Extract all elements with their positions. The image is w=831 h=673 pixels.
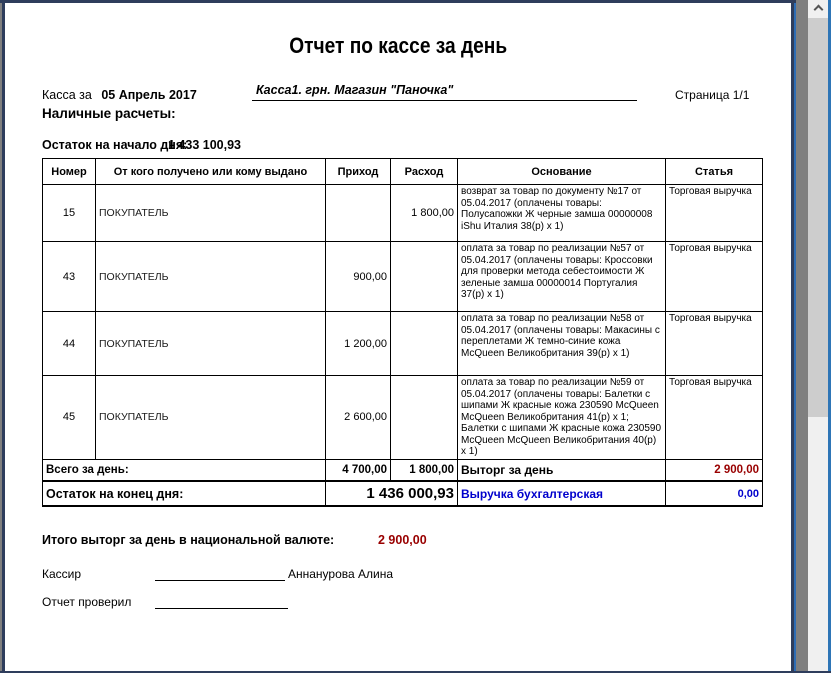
cell-expense bbox=[391, 242, 458, 312]
cash-date-label: Касса за bbox=[42, 88, 92, 102]
accounting-revenue-value: 0,00 bbox=[666, 481, 763, 506]
cell-counterparty: ПОКУПАТЕЛЬ bbox=[96, 185, 326, 242]
table-row bbox=[43, 376, 763, 460]
cell-expense: 1 800,00 bbox=[391, 185, 458, 242]
cell-income: 900,00 bbox=[326, 242, 391, 312]
cell-basis: оплата за товар по реализации №59 от 05.04.2017 (оплачены товары: Балетки с шипами Ж красные кожа 230590 McQueen McQueen Великобритания 41(р) х 1; Балетки с шипами Ж красные кожа 230590 McQueen McQueen Великобритания 40(р) х 1) bbox=[458, 376, 666, 460]
day-total-label: Итого выторг за день в национальной валюте: bbox=[42, 533, 335, 547]
table-row bbox=[43, 242, 763, 312]
totals-income: 4 700,00 bbox=[326, 459, 391, 481]
window-top-edge bbox=[0, 0, 796, 3]
cell-income: 2 600,00 bbox=[326, 376, 391, 460]
closing-balance-row bbox=[43, 481, 763, 506]
day-total-value: 2 900,00 bbox=[378, 533, 427, 547]
col-header-income: Приход bbox=[326, 159, 391, 185]
page-number: Страница 1/1 bbox=[675, 88, 750, 102]
cash-operations-table bbox=[42, 158, 763, 507]
table-row bbox=[43, 185, 763, 242]
checker-signature-line bbox=[155, 596, 288, 609]
cell-basis: возврат за товар по документу №17 от 05.04.2017 (оплачены товары: Полусапожки Ж черные замша 00000008 iShu Италия 38(р) х 1) bbox=[458, 185, 666, 242]
cashier-label: Кассир bbox=[42, 567, 82, 581]
cell-counterparty: ПОКУПАТЕЛЬ bbox=[96, 376, 326, 460]
cell-expense bbox=[391, 312, 458, 376]
col-header-article: Статья bbox=[666, 159, 763, 185]
table-header-row bbox=[43, 159, 763, 185]
cell-article: Торговая выручка bbox=[666, 312, 763, 376]
cell-basis: оплата за товар по реализации №58 от 05.04.2017 (оплачены товары: Макасины с переплетами Ж темно-синие кожа McQueen Великобритания 39(р) х 1) bbox=[458, 312, 666, 376]
window-left-edge bbox=[0, 0, 2, 673]
totals-expense: 1 800,00 bbox=[391, 459, 458, 481]
cell-number: 15 bbox=[43, 185, 96, 242]
accounting-revenue-label: Выручка бухгалтерская bbox=[458, 481, 666, 506]
scroll-up-button[interactable] bbox=[808, 0, 828, 17]
revenue-label: Выторг за день bbox=[458, 459, 666, 481]
scrollbar-thumb[interactable] bbox=[808, 18, 828, 417]
totals-row bbox=[43, 459, 763, 481]
page-title bbox=[5, 33, 791, 59]
cell-income bbox=[326, 185, 391, 242]
section-label: Наличные расчеты: bbox=[42, 106, 176, 121]
col-header-counterparty: От кого получено или кому выдано bbox=[96, 159, 326, 185]
revenue-value: 2 900,00 bbox=[666, 459, 763, 481]
opening-balance-value: 1 433 100,93 bbox=[168, 138, 241, 152]
table-row bbox=[43, 312, 763, 376]
cell-counterparty: ПОКУПАТЕЛЬ bbox=[96, 312, 326, 376]
cell-number: 43 bbox=[43, 242, 96, 312]
cash-date-line bbox=[42, 88, 197, 102]
cell-article: Торговая выручка bbox=[666, 376, 763, 460]
cashier-signature-line bbox=[155, 568, 285, 581]
col-header-basis: Основание bbox=[458, 159, 666, 185]
opening-balance-label: Остаток на начало дня: bbox=[42, 138, 188, 152]
cashier-name: Аннанурова Алина bbox=[288, 567, 394, 581]
cell-article: Торговая выручка bbox=[666, 242, 763, 312]
report-title: Отчет по кассе за день bbox=[289, 33, 507, 58]
vertical-scrollbar[interactable] bbox=[808, 0, 828, 671]
report-page bbox=[2, 0, 794, 673]
totals-label: Всего за день: bbox=[43, 459, 326, 481]
cell-number: 45 bbox=[43, 376, 96, 460]
report-checked-label: Отчет проверил bbox=[42, 595, 132, 609]
cell-income: 1 200,00 bbox=[326, 312, 391, 376]
closing-balance: 1 436 000,93 bbox=[326, 481, 458, 506]
preview-gutter bbox=[796, 0, 808, 671]
chevron-up-icon bbox=[813, 5, 823, 15]
cell-counterparty: ПОКУПАТЕЛЬ bbox=[96, 242, 326, 312]
register-name: Касса1. грн. Магазин "Паночка" bbox=[252, 83, 637, 101]
closing-label: Остаток на конец дня: bbox=[43, 481, 326, 506]
col-header-number: Номер bbox=[43, 159, 96, 185]
cell-basis: оплата за товар по реализации №57 от 05.04.2017 (оплачены товары: Кроссовки для проверки метода себестоимости Ж зеленые замша 00000014 Португалия 37(р) х 1) bbox=[458, 242, 666, 312]
col-header-expense: Расход bbox=[391, 159, 458, 185]
cash-date-value: 05 Апрель 2017 bbox=[101, 88, 197, 102]
cell-number: 44 bbox=[43, 312, 96, 376]
cell-article: Торговая выручка bbox=[666, 185, 763, 242]
cell-expense bbox=[391, 376, 458, 460]
